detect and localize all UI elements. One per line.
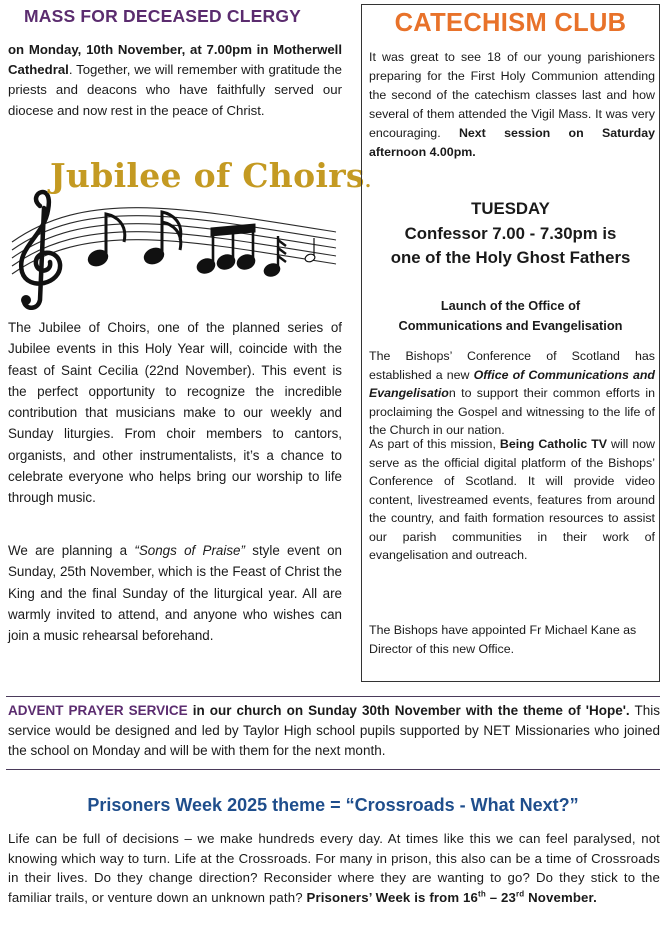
dates-text-c: November. bbox=[524, 889, 597, 905]
mass-paragraph bbox=[8, 40, 342, 121]
dates-sup-a: th bbox=[478, 889, 486, 899]
office-paragraph-1 bbox=[369, 347, 655, 440]
office-launch-heading bbox=[361, 296, 660, 336]
catechism-paragraph bbox=[369, 48, 655, 161]
eighth-note-icon bbox=[86, 214, 125, 269]
jubilee-p2-text-b: style event on Sunday, 25th November, which is the Feast of Christ the King and the final Sunday of the liturgical year. All are warmly invited to attend, and anyone who wishes can join a music rehearsal beforehand. bbox=[8, 543, 342, 644]
office-heading-line-1: Launch of the Office of bbox=[440, 298, 581, 313]
advent-text: This service would be designed and led by Taylor High school pupils supported by NET Missionaries who joined the school on Monday and will be with them for the next month. bbox=[8, 703, 660, 758]
office-paragraph-3: The Bishops have appointed Fr Michael Kane as Director of this new Office. bbox=[369, 623, 637, 656]
jubilee-banner-title bbox=[50, 156, 371, 195]
songs-of-praise-title: “Songs of Praise” bbox=[134, 543, 245, 558]
dates-sup-b: rd bbox=[515, 889, 525, 899]
prisoners-week-paragraph bbox=[8, 829, 660, 907]
jubilee-p2-text-a: We are planning a bbox=[8, 543, 135, 558]
office-heading-line-2: Communications and Evangelisation bbox=[398, 318, 623, 333]
being-catholic-tv: Being Catholic TV bbox=[499, 437, 608, 451]
jubilee-banner-dot: . bbox=[364, 171, 372, 192]
tuesday-confession-notice bbox=[361, 197, 660, 271]
confessor-name: one of the Holy Ghost Fathers bbox=[390, 248, 631, 267]
mass-text: . Together, we will remember with gratitude the priests and deacons who have faithfully served our diocese and now rest in the peace of Christ. bbox=[8, 62, 342, 118]
dates-text-b: – 23 bbox=[485, 889, 516, 905]
confessor-time: Confessor 7.00 - 7.30pm is bbox=[404, 223, 617, 243]
tuesday-heading: TUESDAY bbox=[471, 199, 550, 218]
dates-text-a: Prisoners’ Week is from 16 bbox=[306, 889, 479, 905]
jubilee-paragraph-1: The Jubilee of Choirs, one of the planned series of Jubilee events in this Holy Year will, coincide with the feast of Saint Cecilia (22nd November). This event is the perfect opportunity to recognize the incredible contribution that musicians make to our weekly and Sunday liturgies. From choir members to cantors, organists, and other instrumentalists, it’s a chance to celebrate everyone who helps bring our worship to life through music. bbox=[8, 320, 342, 506]
office-p2-text-b: will now serve as the official digital platform of the Bishops’ Conference of Scotland. It will provide video content, livestreamed events, features from around the country, and faith formation resources to assist our parish communities in their work of evangelisation and outreach. bbox=[369, 437, 655, 562]
catechism-heading: CATECHISM CLUB bbox=[394, 9, 627, 37]
catechism-text: It was great to see 18 of our young parishioners preparing for the First Holy Communion attending the second of the catechism classes last and how several of them attended the Vigil Mass. It was very encouraging. bbox=[369, 50, 655, 140]
advent-divider-bottom bbox=[6, 769, 660, 770]
jubilee-banner-text: Jubilee of Choirs bbox=[50, 156, 365, 195]
office-p2-text-a: As part of this mission, bbox=[369, 437, 500, 451]
mass-heading: MASS FOR DECEASED CLERGY bbox=[24, 6, 302, 26]
advent-divider-top bbox=[6, 696, 660, 697]
jubilee-paragraph-2 bbox=[8, 540, 342, 646]
prisoners-week-text: Life can be full of decisions – we make hundreds every day. At times like this we can feel paralysed, not knowing which way to turn. Life at the Crossroads. For many in prison, this also can be a time of Crossroads in their lives. Do they change direction? Reconsider where they are wanting to go? Do they stick to the familiar trails, or venture down an unknown path? bbox=[8, 831, 660, 905]
office-name: Office of Communications and Evangelisatio bbox=[369, 367, 655, 400]
catechism-next-session: Next session on Saturday afternoon 4.00pm. bbox=[369, 125, 655, 159]
office-p1-text-b: n to support their common efforts in proclaiming the Gospel and witnessing to the life of the Church in our nation. bbox=[369, 386, 655, 437]
advent-date: in our church on Sunday 30th November with the theme of bbox=[187, 703, 586, 718]
quarter-note-icon bbox=[304, 238, 316, 263]
office-p1-text-a: The Bishops’ Conference of Scotland has established a new bbox=[369, 349, 655, 382]
advent-theme: 'Hope'. bbox=[585, 703, 630, 718]
prisoners-week-dates bbox=[307, 890, 597, 905]
office-paragraph-2 bbox=[369, 435, 655, 565]
prisoners-week-heading: Prisoners Week 2025 theme = “Crossroads - What Next?” bbox=[87, 795, 579, 815]
treble-clef-icon bbox=[21, 192, 60, 308]
advent-paragraph bbox=[8, 701, 660, 761]
mass-date-location: on Monday, 10th November, at 7.00pm in Motherwell Cathedral bbox=[8, 42, 342, 78]
advent-heading: ADVENT PRAYER SERVICE bbox=[8, 703, 188, 718]
sixteenth-note-icon bbox=[262, 236, 286, 278]
